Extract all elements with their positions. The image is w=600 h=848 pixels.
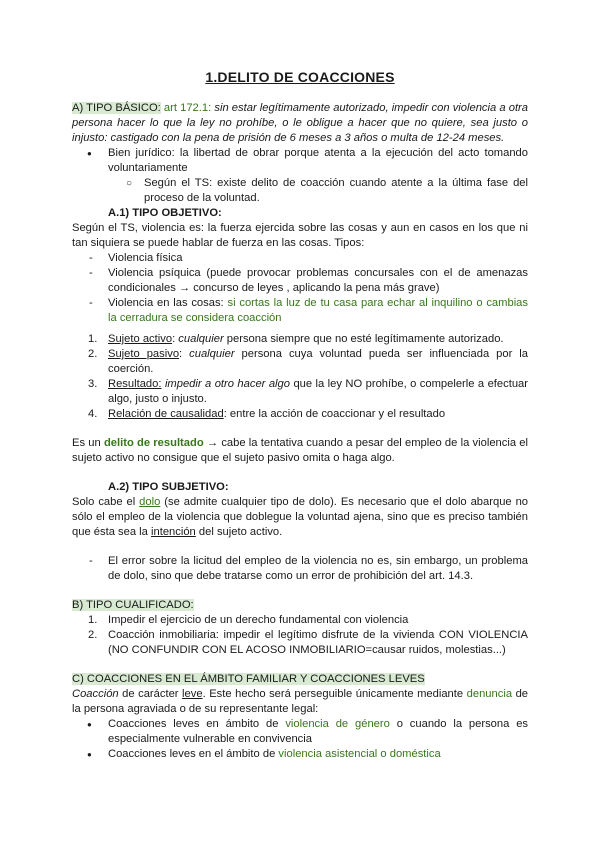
paragraph: Según el TS, violencia es: la fuerza ejercida sobre las cosas y aun en casos en los que ni tan siquiera se puede hablar de fuerza en las cosas. Tipos: [72, 222, 528, 249]
subsection-a1-heading: A.1) TIPO OBJETIVO: [108, 207, 222, 219]
page-title: 1.DELITO DE COACCIONES [205, 69, 395, 85]
paragraph: Coacción de carácter leve. Este hecho será perseguible únicamente mediante denuncia de la persona agraviada o de su representante legal: [72, 688, 529, 715]
list-item: 4. Relación de causalidad: entre la acción de coaccionar y el resultado [88, 408, 446, 420]
section-a-heading: A) TIPO BÁSICO [72, 102, 158, 114]
list-item: 2. Coacción inmobiliaria: impedir el legítimo disfrute de la vivienda CON VIOLENCIA (NO CONFUNDIR CON EL ACOSO INMOBILIARIO=causar ruidos, molestias...) [88, 629, 528, 656]
section-c-heading: C) COACCIONES EN EL ÁMBITO FAMILIAR Y COACCIONES LEVES [72, 673, 425, 685]
list-item: ● Coacciones leves en ámbito de violencia de género o cuando la persona es especialmente vulnerable en convivencia [72, 717, 528, 747]
paragraph: Solo cabe el dolo (se admite cualquier tipo de dolo). Es necesario que el dolo abarque no sólo el empleo de la violencia que doblegue la voluntad ajena, sino que es preciso también que ésta sea la intención del sujeto activo. [72, 496, 529, 538]
list-item: - Violencia en las cosas: si cortas la luz de tu casa para echar al inquilino o cambias la cerradura se considera coacción [72, 296, 528, 326]
list-item: - Violencia psíquica (puede provocar problemas concursales con el de amenazas condicionales → concurso de leyes , aplicando la pena más grave) [72, 266, 528, 296]
section-b-heading-line: B) TIPO CUALIFICADO: [72, 599, 194, 611]
section-c-heading-line [72, 672, 528, 687]
list-item: ○ Según el TS: existe delito de coacción cuando atente a la última fase del proceso de la voluntad. [72, 176, 528, 206]
document-page [72, 70, 528, 762]
subsection-a2-heading: A.2) TIPO SUBJETIVO: [108, 481, 229, 493]
section-b-heading: B) TIPO CUALIFICADO [72, 599, 191, 611]
section-a-definition: A) TIPO BÁSICO: art 172.1: sin estar legítimamente autorizado, impedir con violencia a otra persona hacer lo que la ley no prohíbe, o le obligue a hacer que no quiere, sea justo o injusto: castigado con la pena de prisión de 6 meses a 3 años o multa de 12-24 meses. [72, 102, 528, 144]
article-ref: art 172.1: [163, 102, 212, 114]
list-item: ● Bien jurídico: la libertad de obrar porque atenta a la ejecución del acto tomando voluntariamente [72, 146, 528, 176]
list-item: 2. Sujeto pasivo: cualquier persona cuya voluntad pueda ser influenciada por la coerción. [88, 348, 529, 375]
list-item: - Violencia física [72, 251, 528, 266]
article-text: sin estar legítimamente autorizado, impedir con violencia a otra persona hacer lo que la ley no prohíbe, o le obligue a hacer que no quiere, sea justo o injusto: castigado con la pena de prisión de 6 meses a 3 años o multa de 12-24 meses. [72, 102, 528, 144]
list-item: - El error sobre la licitud del empleo de la violencia no es, sin embargo, un problema de dolo, sino que debe tratarse como un error de prohibición del art. 14.3. [72, 554, 528, 584]
list-item: 1. Impedir el ejercicio de un derecho fundamental con violencia [88, 614, 409, 626]
list-item: ● Coacciones leves en el ámbito de violencia asistencial o doméstica [72, 747, 528, 762]
list-item: 3. Resultado: impedir a otro hacer algo que la ley NO prohíbe, o compelerle a efectuar algo, justo o injusto. [88, 378, 528, 405]
paragraph: Es un delito de resultado → cabe la tentativa cuando a pesar del empleo de la violencia el sujeto activo no consigue que el sujeto pasivo omita o haga algo. [72, 437, 529, 464]
list-item: 1. Sujeto activo: cualquier persona siempre que no esté legítimamente autorizado. [88, 333, 504, 345]
